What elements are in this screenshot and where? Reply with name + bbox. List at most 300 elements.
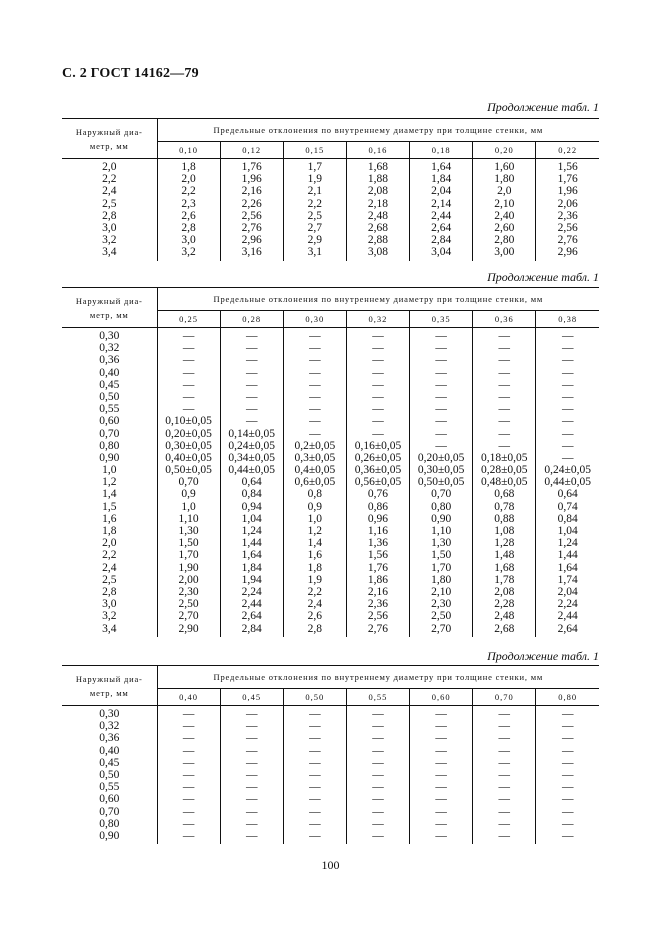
deviation-value: 1,9 bbox=[307, 573, 323, 586]
deviation-value: — bbox=[309, 342, 321, 355]
deviation-value: 1,64 bbox=[241, 549, 262, 562]
diameter-value: 2,8 bbox=[102, 209, 117, 222]
row-header-line: Наружный диа- bbox=[75, 295, 143, 306]
deviation-value: — bbox=[182, 390, 195, 403]
deviation-value: — bbox=[309, 720, 321, 733]
deviation-value: — bbox=[435, 720, 447, 733]
deviation-value: 0,78 bbox=[494, 500, 515, 513]
deviation-value: — bbox=[561, 390, 574, 403]
spec-table bbox=[62, 287, 599, 637]
value-column bbox=[220, 159, 283, 261]
deviation-value: 0,94 bbox=[241, 500, 262, 513]
deviation-value: — bbox=[498, 427, 511, 440]
diameter-value: 1,6 bbox=[102, 512, 117, 525]
deviation-value: — bbox=[309, 793, 321, 806]
deviation-value: — bbox=[309, 354, 321, 367]
column-header: 0,15 bbox=[283, 142, 346, 159]
deviation-value: 1,44 bbox=[557, 549, 578, 562]
column-header: 0,12 bbox=[220, 142, 283, 159]
deviation-value: 0,16±0,05 bbox=[354, 439, 402, 452]
value-column bbox=[473, 706, 536, 845]
deviation-value: — bbox=[498, 720, 511, 733]
deviation-value: — bbox=[498, 744, 511, 757]
diameter-value: 0,40 bbox=[99, 744, 120, 757]
deviation-value: 2,3 bbox=[181, 197, 196, 210]
deviation-value: 0,84 bbox=[241, 488, 262, 501]
deviation-value: — bbox=[309, 708, 321, 720]
deviation-value: 1,96 bbox=[241, 173, 262, 186]
deviation-value: — bbox=[372, 415, 384, 428]
deviation-value: — bbox=[182, 768, 195, 781]
deviation-value: — bbox=[182, 829, 195, 842]
deviation-value: — bbox=[498, 756, 511, 769]
deviation-value: 0,96 bbox=[367, 512, 389, 525]
deviation-value: 2,68 bbox=[494, 622, 515, 635]
deviation-value: 1,70 bbox=[178, 549, 199, 562]
deviation-value: 1,10 bbox=[178, 512, 199, 525]
deviation-value: — bbox=[561, 817, 574, 830]
diameter-value: 3,0 bbox=[102, 221, 117, 234]
deviation-value: 1,30 bbox=[431, 537, 452, 550]
deviation-value: — bbox=[498, 805, 511, 818]
deviation-value: 2,50 bbox=[431, 610, 452, 623]
deviation-value: — bbox=[561, 756, 574, 769]
diameter-value: 1,2 bbox=[102, 476, 117, 489]
diameter-column bbox=[62, 328, 157, 637]
deviation-value: — bbox=[309, 768, 321, 781]
deviation-value: 1,90 bbox=[178, 561, 199, 574]
deviation-value: 2,88 bbox=[367, 234, 389, 247]
deviation-value: 1,94 bbox=[241, 573, 262, 586]
deviation-value: — bbox=[435, 354, 447, 367]
deviation-value: — bbox=[561, 366, 574, 379]
deviation-value: — bbox=[372, 342, 384, 355]
deviation-value: 1,88 bbox=[367, 173, 389, 186]
deviation-value: 0,24±0,05 bbox=[228, 439, 275, 452]
deviation-value: — bbox=[498, 342, 511, 355]
deviation-value: 1,64 bbox=[431, 161, 452, 173]
deviation-value: 1,0 bbox=[307, 512, 323, 525]
deviation-value: — bbox=[245, 829, 258, 842]
deviation-value: 2,16 bbox=[241, 185, 262, 198]
deviation-value: — bbox=[435, 342, 447, 355]
deviation-value: 0,56±0,05 bbox=[354, 476, 402, 489]
deviation-value: 2,1 bbox=[307, 185, 323, 198]
deviation-value: — bbox=[498, 390, 511, 403]
deviation-value: 2,30 bbox=[431, 598, 452, 611]
deviation-value: — bbox=[435, 390, 447, 403]
deviation-value: — bbox=[182, 330, 195, 342]
deviation-value: — bbox=[182, 403, 195, 416]
deviation-value: 1,2 bbox=[307, 525, 323, 537]
diameter-value: 0,50 bbox=[99, 390, 120, 403]
diameter-value: 0,36 bbox=[99, 354, 120, 367]
deviation-value: 1,16 bbox=[367, 525, 389, 537]
group-header: Предельные отклонения по внутреннему диаметру при толщине стенки, мм bbox=[157, 119, 599, 142]
deviation-value: — bbox=[435, 768, 447, 781]
deviation-value: 1,96 bbox=[557, 185, 578, 198]
page-number: 100 bbox=[321, 858, 340, 872]
deviation-value: 2,56 bbox=[241, 209, 262, 222]
deviation-value: — bbox=[435, 732, 447, 745]
value-column bbox=[220, 706, 283, 845]
diameter-value: 3,4 bbox=[102, 246, 117, 259]
deviation-value: — bbox=[182, 817, 195, 830]
deviation-value: 1,80 bbox=[431, 573, 452, 586]
deviation-value: 2,64 bbox=[241, 610, 262, 623]
diameter-value: 0,90 bbox=[99, 451, 120, 464]
deviation-value: 1,44 bbox=[241, 537, 262, 550]
deviation-value: — bbox=[372, 732, 384, 745]
value-column bbox=[283, 159, 346, 261]
deviation-value: — bbox=[372, 720, 384, 733]
diameter-value: 0,45 bbox=[99, 756, 120, 769]
deviation-value: — bbox=[372, 366, 384, 379]
deviation-value: — bbox=[309, 744, 321, 757]
deviation-value: 2,56 bbox=[557, 221, 578, 234]
deviation-value: 1,74 bbox=[557, 573, 578, 586]
deviation-value: — bbox=[435, 708, 447, 720]
deviation-value: 0,74 bbox=[557, 500, 578, 513]
deviation-value: — bbox=[435, 781, 447, 794]
deviation-value: — bbox=[561, 744, 574, 757]
deviation-value: 1,7 bbox=[307, 161, 323, 173]
deviation-value: — bbox=[245, 342, 258, 355]
deviation-value: — bbox=[182, 805, 195, 818]
deviation-value: 0,90 bbox=[431, 512, 452, 525]
value-column bbox=[346, 159, 409, 261]
column-header: 0,80 bbox=[536, 689, 599, 706]
deviation-value: — bbox=[372, 817, 384, 830]
deviation-value: 2,8 bbox=[307, 622, 323, 635]
deviation-value: 2,76 bbox=[557, 234, 578, 247]
deviation-value: — bbox=[372, 768, 384, 781]
diameter-value: 0,80 bbox=[99, 817, 120, 830]
deviation-value: — bbox=[435, 378, 447, 391]
deviation-value: — bbox=[372, 793, 384, 806]
deviation-value: — bbox=[245, 415, 258, 428]
spec-table bbox=[62, 665, 599, 844]
deviation-value: 2,96 bbox=[557, 246, 578, 259]
deviation-value: — bbox=[245, 378, 258, 391]
deviation-value: — bbox=[245, 403, 258, 416]
table-2-continuation-label: Продолжение табл. 1 bbox=[487, 270, 599, 284]
deviation-value: 2,64 bbox=[431, 221, 452, 234]
deviation-value: 3,0 bbox=[181, 234, 196, 247]
deviation-value: 2,44 bbox=[557, 610, 578, 623]
deviation-value: — bbox=[498, 708, 511, 720]
deviation-value: 1,9 bbox=[307, 173, 323, 186]
deviation-value: 1,36 bbox=[367, 537, 389, 550]
diameter-column bbox=[62, 706, 157, 845]
deviation-value: 1,56 bbox=[557, 161, 578, 173]
deviation-value: 2,76 bbox=[241, 221, 262, 234]
column-header: 0,28 bbox=[220, 311, 283, 328]
deviation-value: 2,48 bbox=[367, 209, 389, 222]
deviation-value: — bbox=[309, 817, 321, 830]
column-header: 0,35 bbox=[410, 311, 473, 328]
diameter-value: 3,0 bbox=[102, 598, 117, 611]
deviation-value: 1,68 bbox=[367, 161, 389, 173]
deviation-value: 2,2 bbox=[181, 185, 196, 198]
deviation-value: 2,68 bbox=[367, 221, 389, 234]
diameter-value: 2,8 bbox=[102, 585, 117, 598]
deviation-value: 1,50 bbox=[178, 537, 199, 550]
diameter-value: 0,32 bbox=[99, 342, 120, 355]
deviation-value: — bbox=[498, 768, 511, 781]
deviation-value: 0,76 bbox=[367, 488, 389, 501]
deviation-value: 2,26 bbox=[241, 197, 262, 210]
row-header-line: метр, мм bbox=[89, 687, 129, 698]
column-header: 0,55 bbox=[346, 689, 409, 706]
deviation-value: — bbox=[561, 708, 574, 720]
column-header: 0,18 bbox=[410, 142, 473, 159]
deviation-value: — bbox=[372, 403, 384, 416]
deviation-value: 2,08 bbox=[494, 585, 515, 598]
value-column bbox=[157, 328, 220, 637]
deviation-value: — bbox=[182, 378, 195, 391]
deviation-value: — bbox=[309, 415, 321, 428]
deviation-value: — bbox=[372, 829, 384, 842]
column-header: 0,70 bbox=[473, 689, 536, 706]
deviation-value: 0,18±0,05 bbox=[480, 451, 528, 464]
group-header: Предельные отклонения по внутреннему диаметру при толщине стенки, мм bbox=[157, 666, 599, 689]
deviation-value: — bbox=[561, 732, 574, 745]
deviation-value: — bbox=[245, 756, 258, 769]
table-1-continuation-label: Продолжение табл. 1 bbox=[487, 100, 599, 114]
deviation-value: 2,30 bbox=[178, 585, 199, 598]
deviation-value: — bbox=[435, 756, 447, 769]
row-header-line: метр, мм bbox=[89, 309, 129, 320]
deviation-value: — bbox=[245, 768, 258, 781]
diameter-column bbox=[62, 159, 157, 261]
deviation-value: — bbox=[498, 378, 511, 391]
deviation-value: — bbox=[561, 403, 574, 416]
deviation-value: 0,70 bbox=[178, 476, 199, 489]
diameter-value: 1,0 bbox=[102, 464, 117, 477]
deviation-value: — bbox=[245, 793, 258, 806]
value-column bbox=[536, 328, 599, 637]
deviation-value: 1,80 bbox=[494, 173, 515, 186]
deviation-value: 1,04 bbox=[557, 525, 578, 537]
deviation-value: — bbox=[561, 415, 574, 428]
deviation-value: 2,14 bbox=[431, 197, 452, 210]
diameter-value: 2,5 bbox=[102, 197, 117, 210]
deviation-value: — bbox=[435, 415, 447, 428]
deviation-value: 1,84 bbox=[431, 173, 452, 186]
value-column bbox=[157, 706, 220, 845]
deviation-value: 0,3±0,05 bbox=[294, 451, 336, 464]
deviation-value: 3,08 bbox=[367, 246, 389, 259]
deviation-value: 0,44±0,05 bbox=[228, 464, 275, 477]
deviation-value: — bbox=[245, 744, 258, 757]
column-header: 0,30 bbox=[283, 311, 346, 328]
deviation-value: 0,8 bbox=[307, 488, 323, 501]
deviation-value: — bbox=[498, 439, 511, 452]
deviation-value: 2,10 bbox=[494, 197, 515, 210]
value-column bbox=[410, 706, 473, 845]
column-header: 0,25 bbox=[157, 311, 220, 328]
deviation-value: 2,8 bbox=[181, 221, 196, 234]
deviation-value: — bbox=[372, 708, 384, 720]
diameter-value: 0,70 bbox=[99, 427, 120, 440]
diameter-value: 2,5 bbox=[102, 573, 117, 586]
table-3-continuation-label: Продолжение табл. 1 bbox=[487, 649, 599, 663]
spec-table bbox=[62, 118, 599, 261]
deviation-value: — bbox=[309, 378, 321, 391]
diameter-value: 2,2 bbox=[102, 549, 117, 562]
deviation-value: 2,00 bbox=[178, 573, 199, 586]
deviation-value: — bbox=[245, 708, 258, 720]
column-header: 0,60 bbox=[410, 689, 473, 706]
deviation-value: 2,44 bbox=[241, 598, 262, 611]
deviation-value: 0,88 bbox=[494, 512, 515, 525]
deviation-value: — bbox=[561, 439, 574, 452]
row-header-line: метр, мм bbox=[89, 140, 129, 151]
deviation-value: — bbox=[435, 427, 447, 440]
value-column bbox=[220, 328, 283, 637]
column-header: 0,45 bbox=[220, 689, 283, 706]
deviation-value: 2,04 bbox=[557, 585, 578, 598]
deviation-value: 2,44 bbox=[431, 209, 452, 222]
deviation-value: 1,24 bbox=[241, 525, 262, 537]
value-column bbox=[473, 328, 536, 637]
deviation-value: — bbox=[309, 829, 321, 842]
deviation-value: — bbox=[372, 378, 384, 391]
deviation-value: — bbox=[498, 366, 511, 379]
deviation-value: — bbox=[182, 793, 195, 806]
deviation-value: 1,60 bbox=[494, 161, 515, 173]
deviation-value: 1,50 bbox=[431, 549, 452, 562]
deviation-value: 0,20±0,05 bbox=[165, 427, 212, 440]
deviation-value: 2,64 bbox=[557, 622, 578, 635]
deviation-value: 2,9 bbox=[307, 234, 323, 247]
deviation-value: 0,36±0,05 bbox=[354, 464, 402, 477]
deviation-value: 1,76 bbox=[241, 161, 262, 173]
deviation-value: 2,06 bbox=[557, 197, 578, 210]
deviation-value: 0,50±0,05 bbox=[165, 464, 212, 477]
diameter-value: 3,2 bbox=[102, 610, 117, 623]
deviation-value: — bbox=[182, 744, 195, 757]
deviation-value: — bbox=[561, 378, 574, 391]
deviation-value: 0,9 bbox=[181, 488, 196, 501]
diameter-value: 0,30 bbox=[99, 330, 120, 342]
deviation-value: 1,28 bbox=[494, 537, 515, 550]
diameter-value: 1,5 bbox=[102, 500, 117, 513]
deviation-value: 0,50±0,05 bbox=[417, 476, 465, 489]
deviation-value: 3,1 bbox=[307, 246, 323, 259]
row-header-line: Наружный диа- bbox=[75, 126, 143, 137]
deviation-value: 2,5 bbox=[307, 209, 323, 222]
deviation-value: 1,10 bbox=[431, 525, 452, 537]
deviation-value: — bbox=[309, 390, 321, 403]
deviation-value: 0,34±0,05 bbox=[228, 451, 275, 464]
value-column bbox=[473, 159, 536, 261]
deviation-value: — bbox=[372, 390, 384, 403]
deviation-value: 1,64 bbox=[557, 561, 578, 574]
table-3 bbox=[62, 665, 599, 844]
deviation-value: 2,96 bbox=[241, 234, 262, 247]
value-column bbox=[346, 706, 409, 845]
deviation-value: 0,70 bbox=[431, 488, 452, 501]
value-column bbox=[536, 159, 599, 261]
deviation-value: — bbox=[182, 366, 195, 379]
deviation-value: 0,30±0,05 bbox=[165, 439, 212, 452]
deviation-value: 1,30 bbox=[178, 525, 199, 537]
deviation-value: — bbox=[245, 330, 258, 342]
column-header: 0,40 bbox=[157, 689, 220, 706]
diameter-value: 0,45 bbox=[99, 378, 120, 391]
deviation-value: — bbox=[561, 720, 574, 733]
deviation-value: — bbox=[309, 781, 321, 794]
table-1 bbox=[62, 118, 599, 261]
deviation-value: 2,36 bbox=[557, 209, 578, 222]
diameter-value: 0,40 bbox=[99, 366, 120, 379]
deviation-value: — bbox=[309, 756, 321, 769]
value-column bbox=[410, 159, 473, 261]
deviation-value: 1,78 bbox=[494, 573, 515, 586]
page-header: С. 2 ГОСТ 14162—79 bbox=[62, 66, 199, 81]
deviation-value: 0,48±0,05 bbox=[480, 476, 528, 489]
deviation-value: — bbox=[372, 744, 384, 757]
deviation-value: 1,84 bbox=[241, 561, 262, 574]
deviation-value: — bbox=[561, 342, 574, 355]
deviation-value: — bbox=[498, 793, 511, 806]
deviation-value: 1,68 bbox=[494, 561, 515, 574]
deviation-value: — bbox=[245, 732, 258, 745]
deviation-value: 2,2 bbox=[307, 585, 323, 598]
deviation-value: — bbox=[309, 427, 321, 440]
diameter-value: 2,0 bbox=[102, 161, 117, 173]
deviation-value: — bbox=[435, 829, 447, 842]
deviation-value: — bbox=[435, 793, 447, 806]
deviation-value: 0,4±0,05 bbox=[294, 464, 336, 477]
column-header: 0,20 bbox=[473, 142, 536, 159]
deviation-value: 2,36 bbox=[367, 598, 389, 611]
deviation-value: 1,86 bbox=[367, 573, 389, 586]
diameter-value: 2,4 bbox=[102, 185, 117, 198]
deviation-value: — bbox=[245, 390, 258, 403]
diameter-value: 0,55 bbox=[99, 403, 120, 416]
deviation-value: 1,76 bbox=[557, 173, 578, 186]
deviation-value: 2,60 bbox=[494, 221, 515, 234]
diameter-value: 0,70 bbox=[99, 805, 120, 818]
deviation-value: — bbox=[372, 330, 384, 342]
diameter-value: 2,0 bbox=[102, 537, 117, 550]
deviation-value: 2,80 bbox=[494, 234, 515, 247]
deviation-value: — bbox=[498, 415, 511, 428]
deviation-value: — bbox=[309, 403, 321, 416]
value-column bbox=[346, 328, 409, 637]
row-header bbox=[62, 666, 157, 706]
deviation-value: — bbox=[498, 781, 511, 794]
deviation-value: 2,08 bbox=[367, 185, 389, 198]
deviation-value: 1,08 bbox=[494, 525, 515, 537]
column-header: 0,16 bbox=[346, 142, 409, 159]
deviation-value: 0,26±0,05 bbox=[354, 451, 402, 464]
deviation-value: — bbox=[372, 756, 384, 769]
deviation-value: 3,16 bbox=[241, 246, 262, 259]
deviation-value: 0,64 bbox=[241, 476, 262, 489]
deviation-value: — bbox=[309, 366, 321, 379]
deviation-value: 3,2 bbox=[181, 246, 196, 259]
column-header: 0,32 bbox=[346, 311, 409, 328]
deviation-value: 1,8 bbox=[181, 161, 196, 173]
deviation-value: 2,40 bbox=[494, 209, 515, 222]
diameter-value: 0,36 bbox=[99, 732, 120, 745]
deviation-value: — bbox=[435, 805, 447, 818]
deviation-value: 0,28±0,05 bbox=[480, 464, 528, 477]
